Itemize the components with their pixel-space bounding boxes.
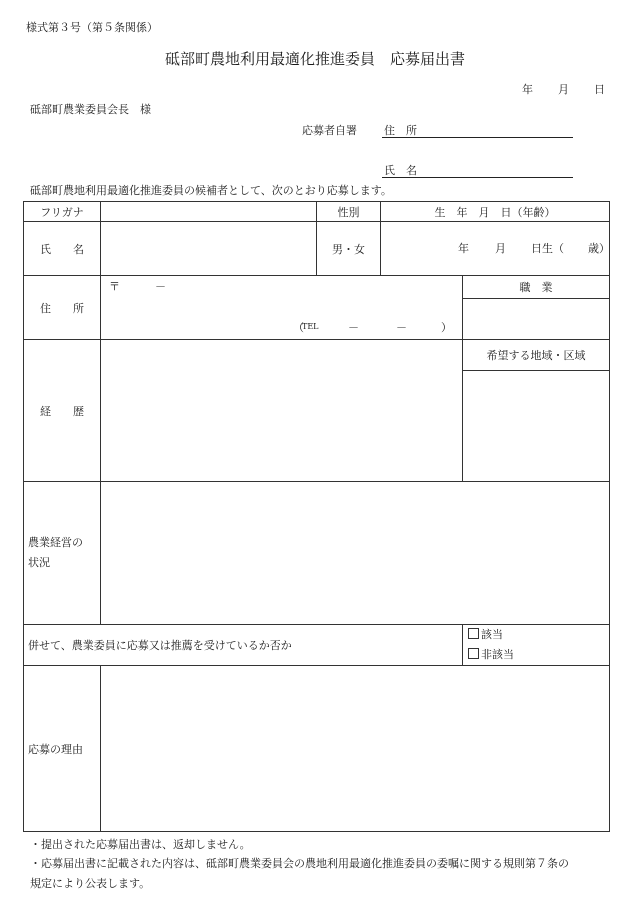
note-2-continued: 規定により公表します。 <box>30 877 151 890</box>
note-1: ・提出された応募届出書は、返却しません。 <box>30 838 251 851</box>
address-row-top <box>24 276 610 299</box>
form-number: 様式第３号（第５条関係） <box>26 21 158 34</box>
concurrent-question <box>24 625 463 666</box>
reason-row <box>24 666 610 832</box>
option-applicable-label: 該当 <box>481 628 503 641</box>
furigana-label: フリガナ <box>24 202 101 222</box>
desired-area-label: 希望する地域・区域 <box>463 340 610 371</box>
address-field[interactable] <box>101 276 463 340</box>
birth-age-close: 歳） <box>588 242 610 255</box>
applicant-name-label: 氏 名 <box>384 164 417 177</box>
birth-day-age-label: 日生（ <box>531 242 564 255</box>
checkbox-applicable[interactable] <box>468 628 479 639</box>
name-label: 氏 名 <box>24 222 101 276</box>
applicant-name-line[interactable] <box>382 177 573 178</box>
application-form-table <box>23 201 610 832</box>
option-not-applicable[interactable] <box>468 645 609 665</box>
applicant-label: 応募者自署 <box>302 124 357 137</box>
birth-year-label: 年 <box>458 242 469 255</box>
farm-status-field[interactable] <box>101 482 610 625</box>
occupation-field[interactable] <box>463 299 610 340</box>
postal-mark: 〒 <box>109 280 120 293</box>
date-month-label: 月 <box>558 83 569 96</box>
career-field[interactable] <box>101 340 463 482</box>
concurrent-options <box>463 625 610 666</box>
tel-open: （ <box>293 321 304 334</box>
date-day-label: 日 <box>594 83 605 96</box>
address-label: 住 所 <box>24 276 101 340</box>
addressee: 砥部町農業委員会長 様 <box>30 103 151 116</box>
birth-month-label: 月 <box>495 242 506 255</box>
farm-status-label-line-1: 農業経営の <box>28 536 83 549</box>
birth-date-header: 生 年 月 日（年齢） <box>381 202 610 222</box>
tel-dash-1: － <box>348 321 359 334</box>
birth-date-field[interactable] <box>381 222 610 276</box>
option-applicable[interactable] <box>468 625 609 645</box>
checkbox-not-applicable[interactable] <box>468 648 479 659</box>
note-2: ・応募届出書に記載された内容は、砥部町農業委員会の農地利用最適化推進委員の委嘱に関する規則第７条の <box>30 857 569 870</box>
applicant-address-line[interactable] <box>382 137 573 138</box>
sex-label: 性別 <box>317 202 381 222</box>
furigana-row <box>24 202 610 222</box>
reason-label-text: 応募の理由 <box>28 742 83 756</box>
tel-close: ） <box>441 321 452 334</box>
farm-status-label <box>24 482 101 625</box>
farm-status-label-line-2: 状況 <box>28 556 50 569</box>
occupation-label: 職 業 <box>463 276 610 299</box>
reason-label <box>24 666 101 832</box>
reason-field[interactable] <box>101 666 610 832</box>
name-field[interactable] <box>101 222 317 276</box>
name-row <box>24 222 610 276</box>
tel-dash-2: － <box>396 321 407 334</box>
farm-status-row <box>24 482 610 625</box>
sex-value[interactable]: 男・女 <box>317 222 381 276</box>
concurrent-application-row <box>24 625 610 666</box>
date-year-label: 年 <box>522 83 533 96</box>
career-label: 経 歴 <box>24 340 101 482</box>
applicant-address-label: 住 所 <box>384 124 417 137</box>
document-title: 砥部町農地利用最適化推進委員 応募届出書 <box>164 50 465 68</box>
furigana-field[interactable] <box>101 202 317 222</box>
concurrent-question-text: 併せて、農業委員に応募又は推薦を受けているか否か <box>28 639 292 652</box>
option-not-applicable-label: 非該当 <box>481 648 514 661</box>
desired-area-field[interactable] <box>463 371 610 482</box>
intro-text: 砥部町農地利用最適化推進委員の候補者として、次のとおり応募します。 <box>30 184 392 197</box>
career-row-top <box>24 340 610 371</box>
tel-label: TEL <box>302 322 319 331</box>
postal-dash: － <box>155 280 166 293</box>
